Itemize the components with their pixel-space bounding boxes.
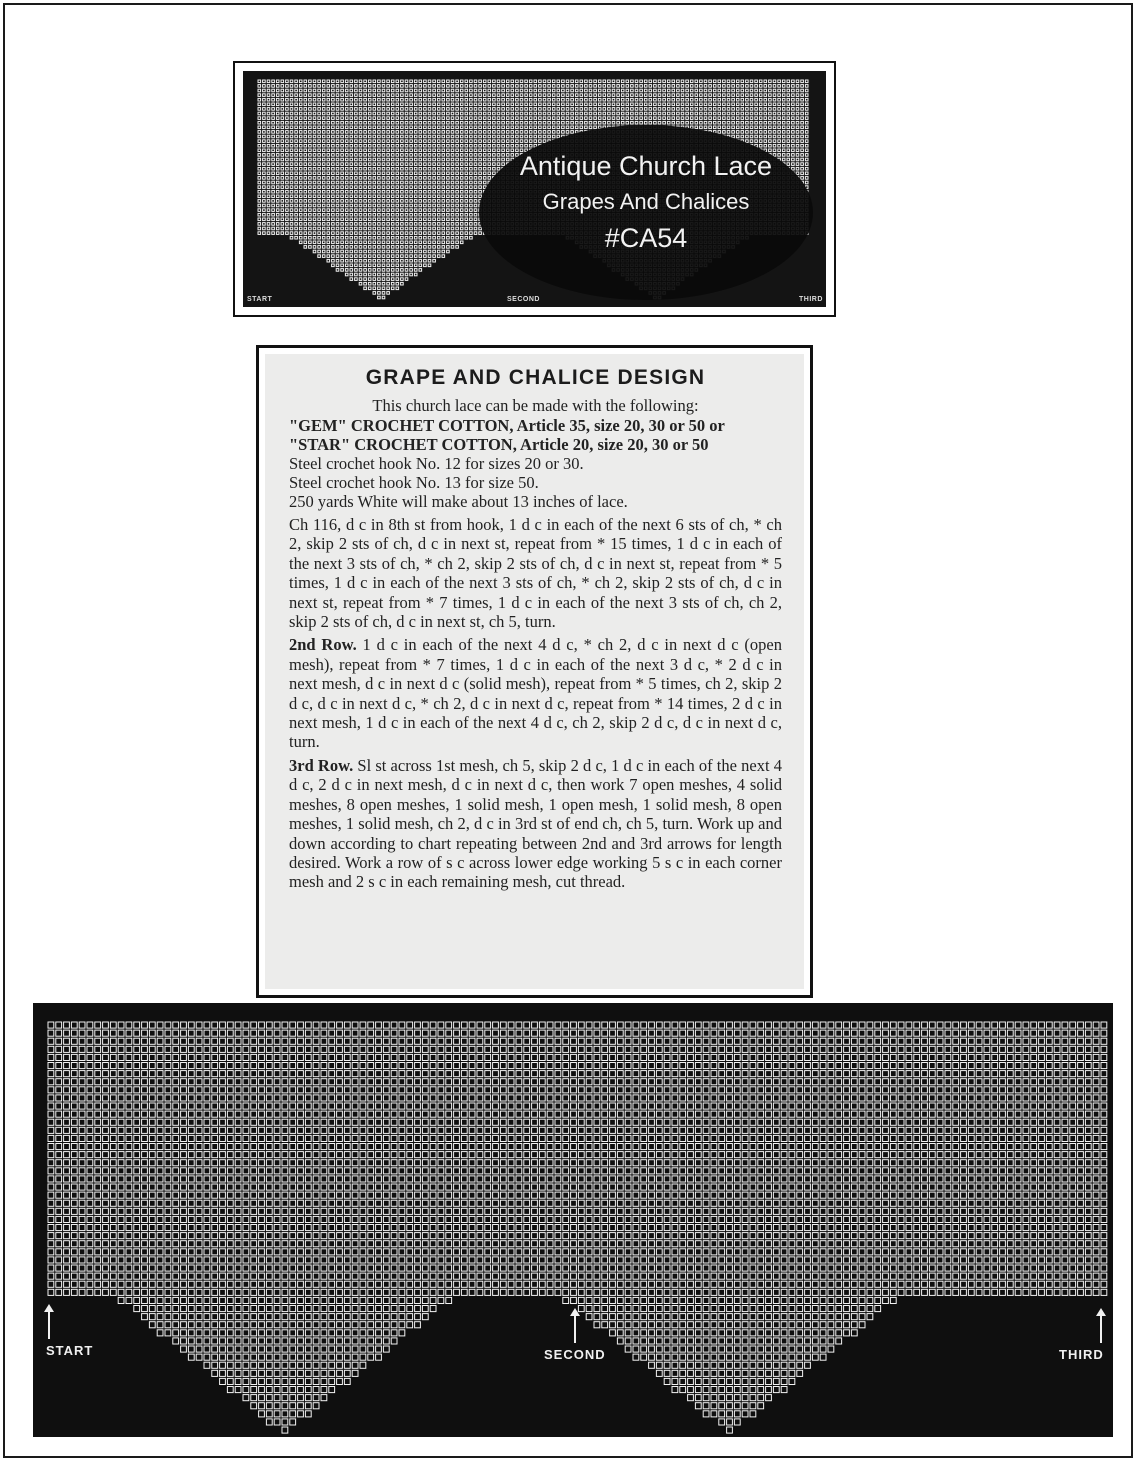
banner-image [233, 61, 836, 317]
yardage-note: 250 yards White will make about 13 inches of lace. [289, 492, 628, 511]
third-arrow-icon [1100, 1315, 1102, 1343]
row-2-text: 1 d c in each of the next 4 d c, * ch 2, d c in next d c (open mesh), repeat from * 7 times, 1 d c in each of the next 3 d c, * 2 d c in next mesh, d c in next d c (solid mesh), repeat from * 5 times, ch 2, skip 2 d c, d c in next d c, * ch 2, d c in next d c, repeat from * 14 times, 2 d c in next mesh, 1 d c in each of the next 4 d c, ch 2, skip 2 d c, d c in next d c, turn. [289, 635, 783, 752]
row-3-text: Sl st across 1st mesh, ch 5, skip 2 d c, 1 d c in each of the next 4 d c, 2 d c in next mesh, d c in next d c, then work 7 open meshes, 4 solid meshes, 8 open meshes, 1 solid mesh, 1 open mesh, 1 solid mesh, 8 open meshes, 1 solid mesh, ch 2, d c in 3rd st of end ch, ch 5, turn. Work up and down according to chart repeating between 2nd and 3rd arrows for length desired. Work a row of s c across lower edge working 5 s c in each corner mesh and 2 s c in each remaining mesh, cut thread. [289, 755, 782, 892]
instructions-box [256, 345, 813, 998]
material-gem-cotton: "GEM" CROCHET COTTON, Article 35, size 20, 30 or 50 or [289, 416, 725, 435]
banner-third-label: THIRD [799, 296, 823, 303]
hook-size-12: Steel crochet hook No. 12 for sizes 20 or 30. [289, 454, 584, 473]
row-1-instructions: Ch 116, d c in 8th st from hook, 1 d c in each of the next 6 sts of ch, * ch 2, skip 2 sts of ch, d c in next st, repeat from * 15 times, 1 d c in each of the next 3 sts of ch, * ch 2, skip 2 sts of ch, d c in next st, repeat from * 5 times, 1 d c in each of the next 3 sts of ch, * ch 2, skip 2 sts of ch, d c in next st, repeat from * 7 times, 1 d c in each of the next 3 sts of ch, ch 2, skip 2 sts of ch, d c in next st, ch 5, turn. [289, 515, 782, 632]
hook-size-13: Steel crochet hook No. 13 for size 50. [289, 473, 539, 492]
banner-second-label: SECOND [507, 296, 540, 303]
banner-title: Antique Church Lace [519, 151, 773, 181]
chart-start-label: START [46, 1343, 94, 1358]
instructions-content [265, 354, 804, 989]
banner-start-label: START [247, 296, 273, 303]
row-2-label: 2nd Row. [289, 635, 357, 655]
materials-intro: This church lace can be made with the following: [372, 396, 699, 415]
row-3-instructions [289, 756, 782, 892]
start-arrow-icon [48, 1311, 50, 1339]
material-star-cotton: "STAR" CROCHET COTTON, Article 20, size 20, 30 or 50 [289, 435, 709, 454]
second-arrow-icon [574, 1315, 576, 1343]
banner-subtitle: Grapes And Chalices [542, 189, 750, 214]
pattern-code: #CA54 [604, 223, 688, 253]
filet-crochet-chart [33, 1003, 1113, 1437]
chart-third-label: THIRD [1059, 1347, 1104, 1362]
row-2-instructions [289, 635, 782, 751]
chart-grid [33, 1003, 1113, 1437]
pattern-title: GRAPE AND CHALICE DESIGN [365, 366, 706, 389]
row-3-label: 3rd Row. [289, 755, 354, 775]
chart-second-label: SECOND [544, 1347, 606, 1362]
banner-chart-thumbnail [243, 71, 826, 307]
